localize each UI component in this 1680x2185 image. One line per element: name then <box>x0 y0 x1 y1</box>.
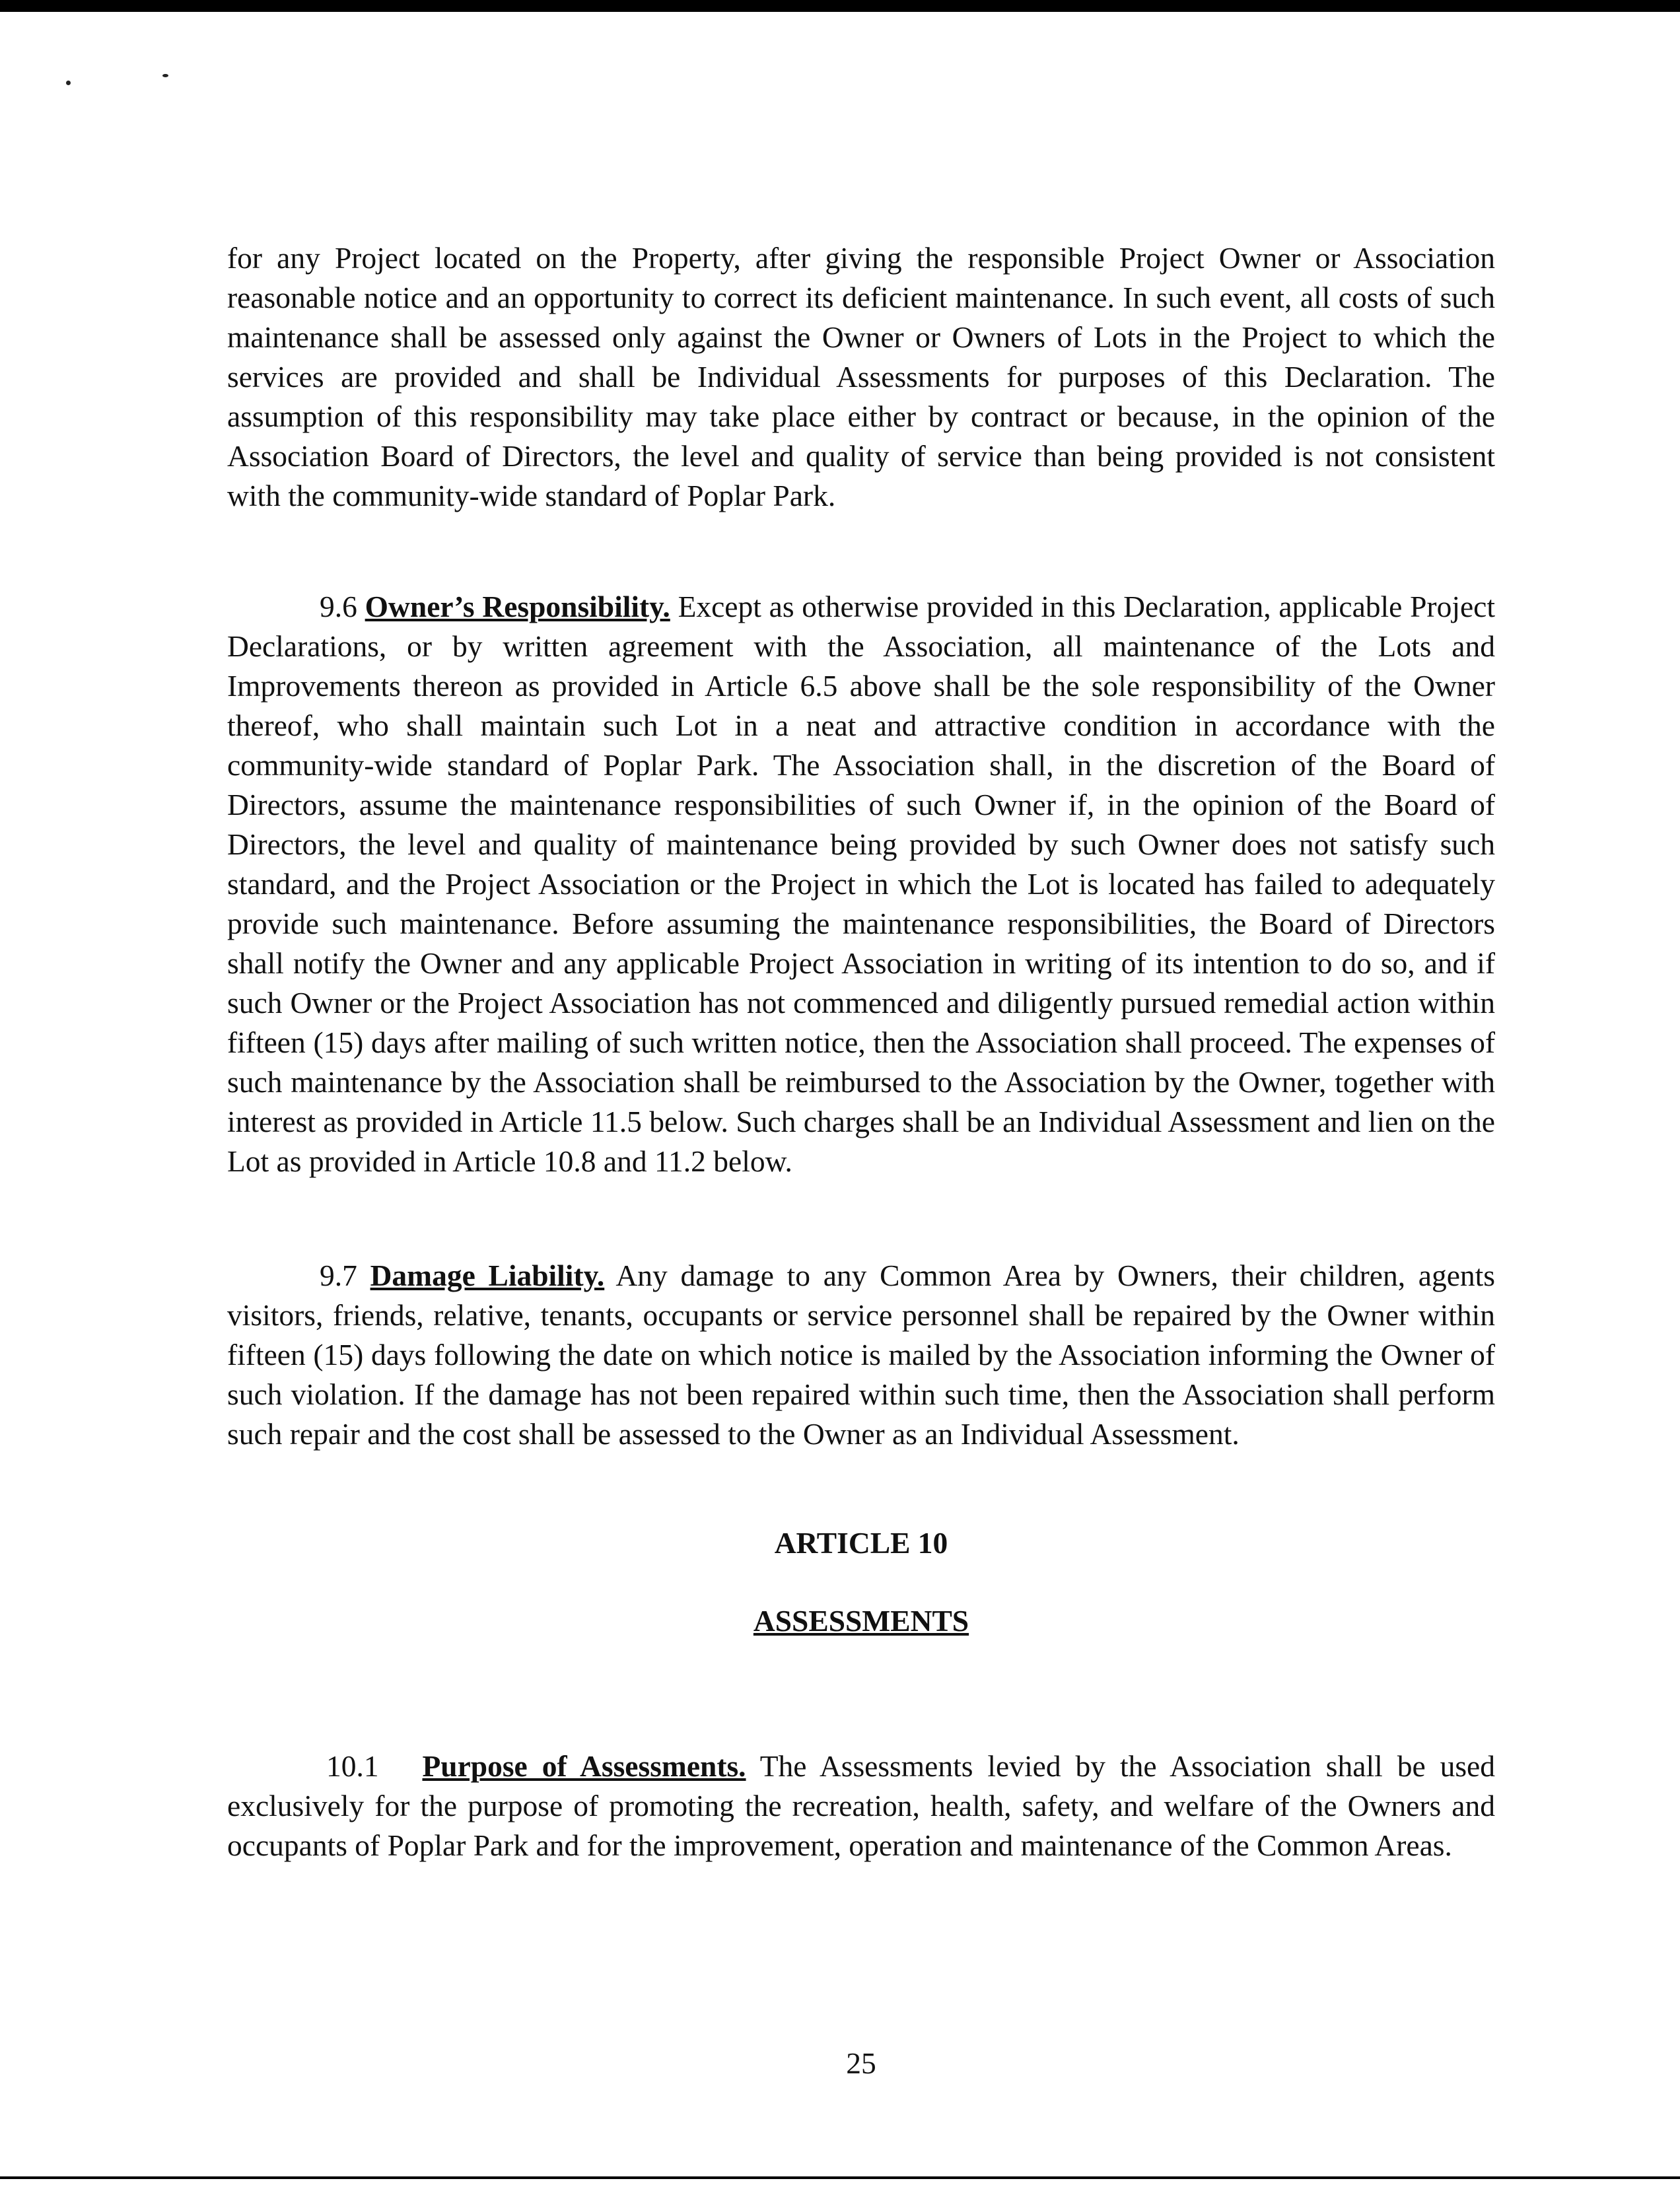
article-number-heading: ARTICLE 10 <box>774 1526 948 1560</box>
section-body: The Assessments levied by the Association shall be used exclusively for the purpose of promoting the recreation, health, safety, and welfare of the Owners and occupants of Poplar Park and for the improvement, operation and maintenance of the Common Areas. <box>227 1749 1495 1862</box>
section-title: Purpose of Assessments. <box>422 1749 746 1783</box>
section-number: 10.1 <box>326 1749 379 1783</box>
section-title: Damage Liability. <box>370 1259 605 1292</box>
section-body: Any damage to any Common Area by Owners, their children, agents visitors, friends, relative, tenants, occupants or service personnel shall be repaired by the Owner within fifteen (15) days following the date on which notice is mailed by the Association informing the Owner of such violation. If the damage has not been repaired within such time, then the Association shall perform such repair and the cost shall be assessed to the Owner as an Individual Assessment. <box>227 1259 1495 1451</box>
article-title-heading <box>227 1603 1495 1638</box>
section-9-7 <box>227 1256 1495 1454</box>
scan-speck <box>162 74 168 77</box>
continuation-paragraph <box>227 238 1495 516</box>
section-title: Owner’s Responsibility. <box>365 590 670 623</box>
top-scan-border <box>0 0 1680 12</box>
scan-speck <box>66 81 71 85</box>
section-number: 9.7 <box>320 1259 357 1292</box>
page-number: 25 <box>846 2046 876 2080</box>
section-9-6 <box>227 587 1495 1181</box>
article-title-text: ASSESSMENTS <box>753 1604 969 1638</box>
section-10-1 <box>227 1747 1495 1865</box>
paragraph-text: for any Project located on the Property, after giving the responsible Project Owner or Association reasonable notice and an opportunity to correct its deficient maintenance. In such event, all costs of such maintenance shall be assessed only against the Owner or Owners of Lots in the Project to which the services are provided and shall be Individual Assessments for purposes of this Declaration. The assumption of this responsibility may take place either by contract or because, in the opinion of the Association Board of Directors, the level and quality of service than being provided is not consistent with the community-wide standard of Poplar Park. <box>227 241 1495 512</box>
section-number: 9.6 <box>320 590 357 623</box>
bottom-scan-border <box>0 2176 1680 2179</box>
section-body: Except as otherwise provided in this Declaration, applicable Project Declarations, or by written agreement with the Association, all maintenance of the Lots and Improvements thereon as provided in Article 6.5 above shall be the sole responsibility of the Owner thereof, who shall maintain such Lot in a neat and attractive condition in accordance with the community-wide standard of Poplar Park. The Association shall, in the discretion of the Board of Directors, assume the maintenance responsibilities of such Owner if, in the opinion of the Board of Directors, the level and quality of maintenance being provided by such Owner does not satisfy such standard, and the Project Association or the Project in which the Lot is located has failed to adequately provide such maintenance. Before assuming the maintenance responsibilities, the Board of Directors shall notify the Owner and any applicable Project Association in writing of its intention to do so, and if such Owner or the Project Association has not commenced and diligently pursued remedial action within fifteen (15) days after mailing of such written notice, then the Association shall proceed. The expenses of such maintenance by the Association shall be reimbursed to the Association by the Owner, together with interest as provided in Article 11.5 below. Such charges shall be an Individual Assessment and lien on the Lot as provided in Article 10.8 and 11.2 below. <box>227 590 1496 1178</box>
